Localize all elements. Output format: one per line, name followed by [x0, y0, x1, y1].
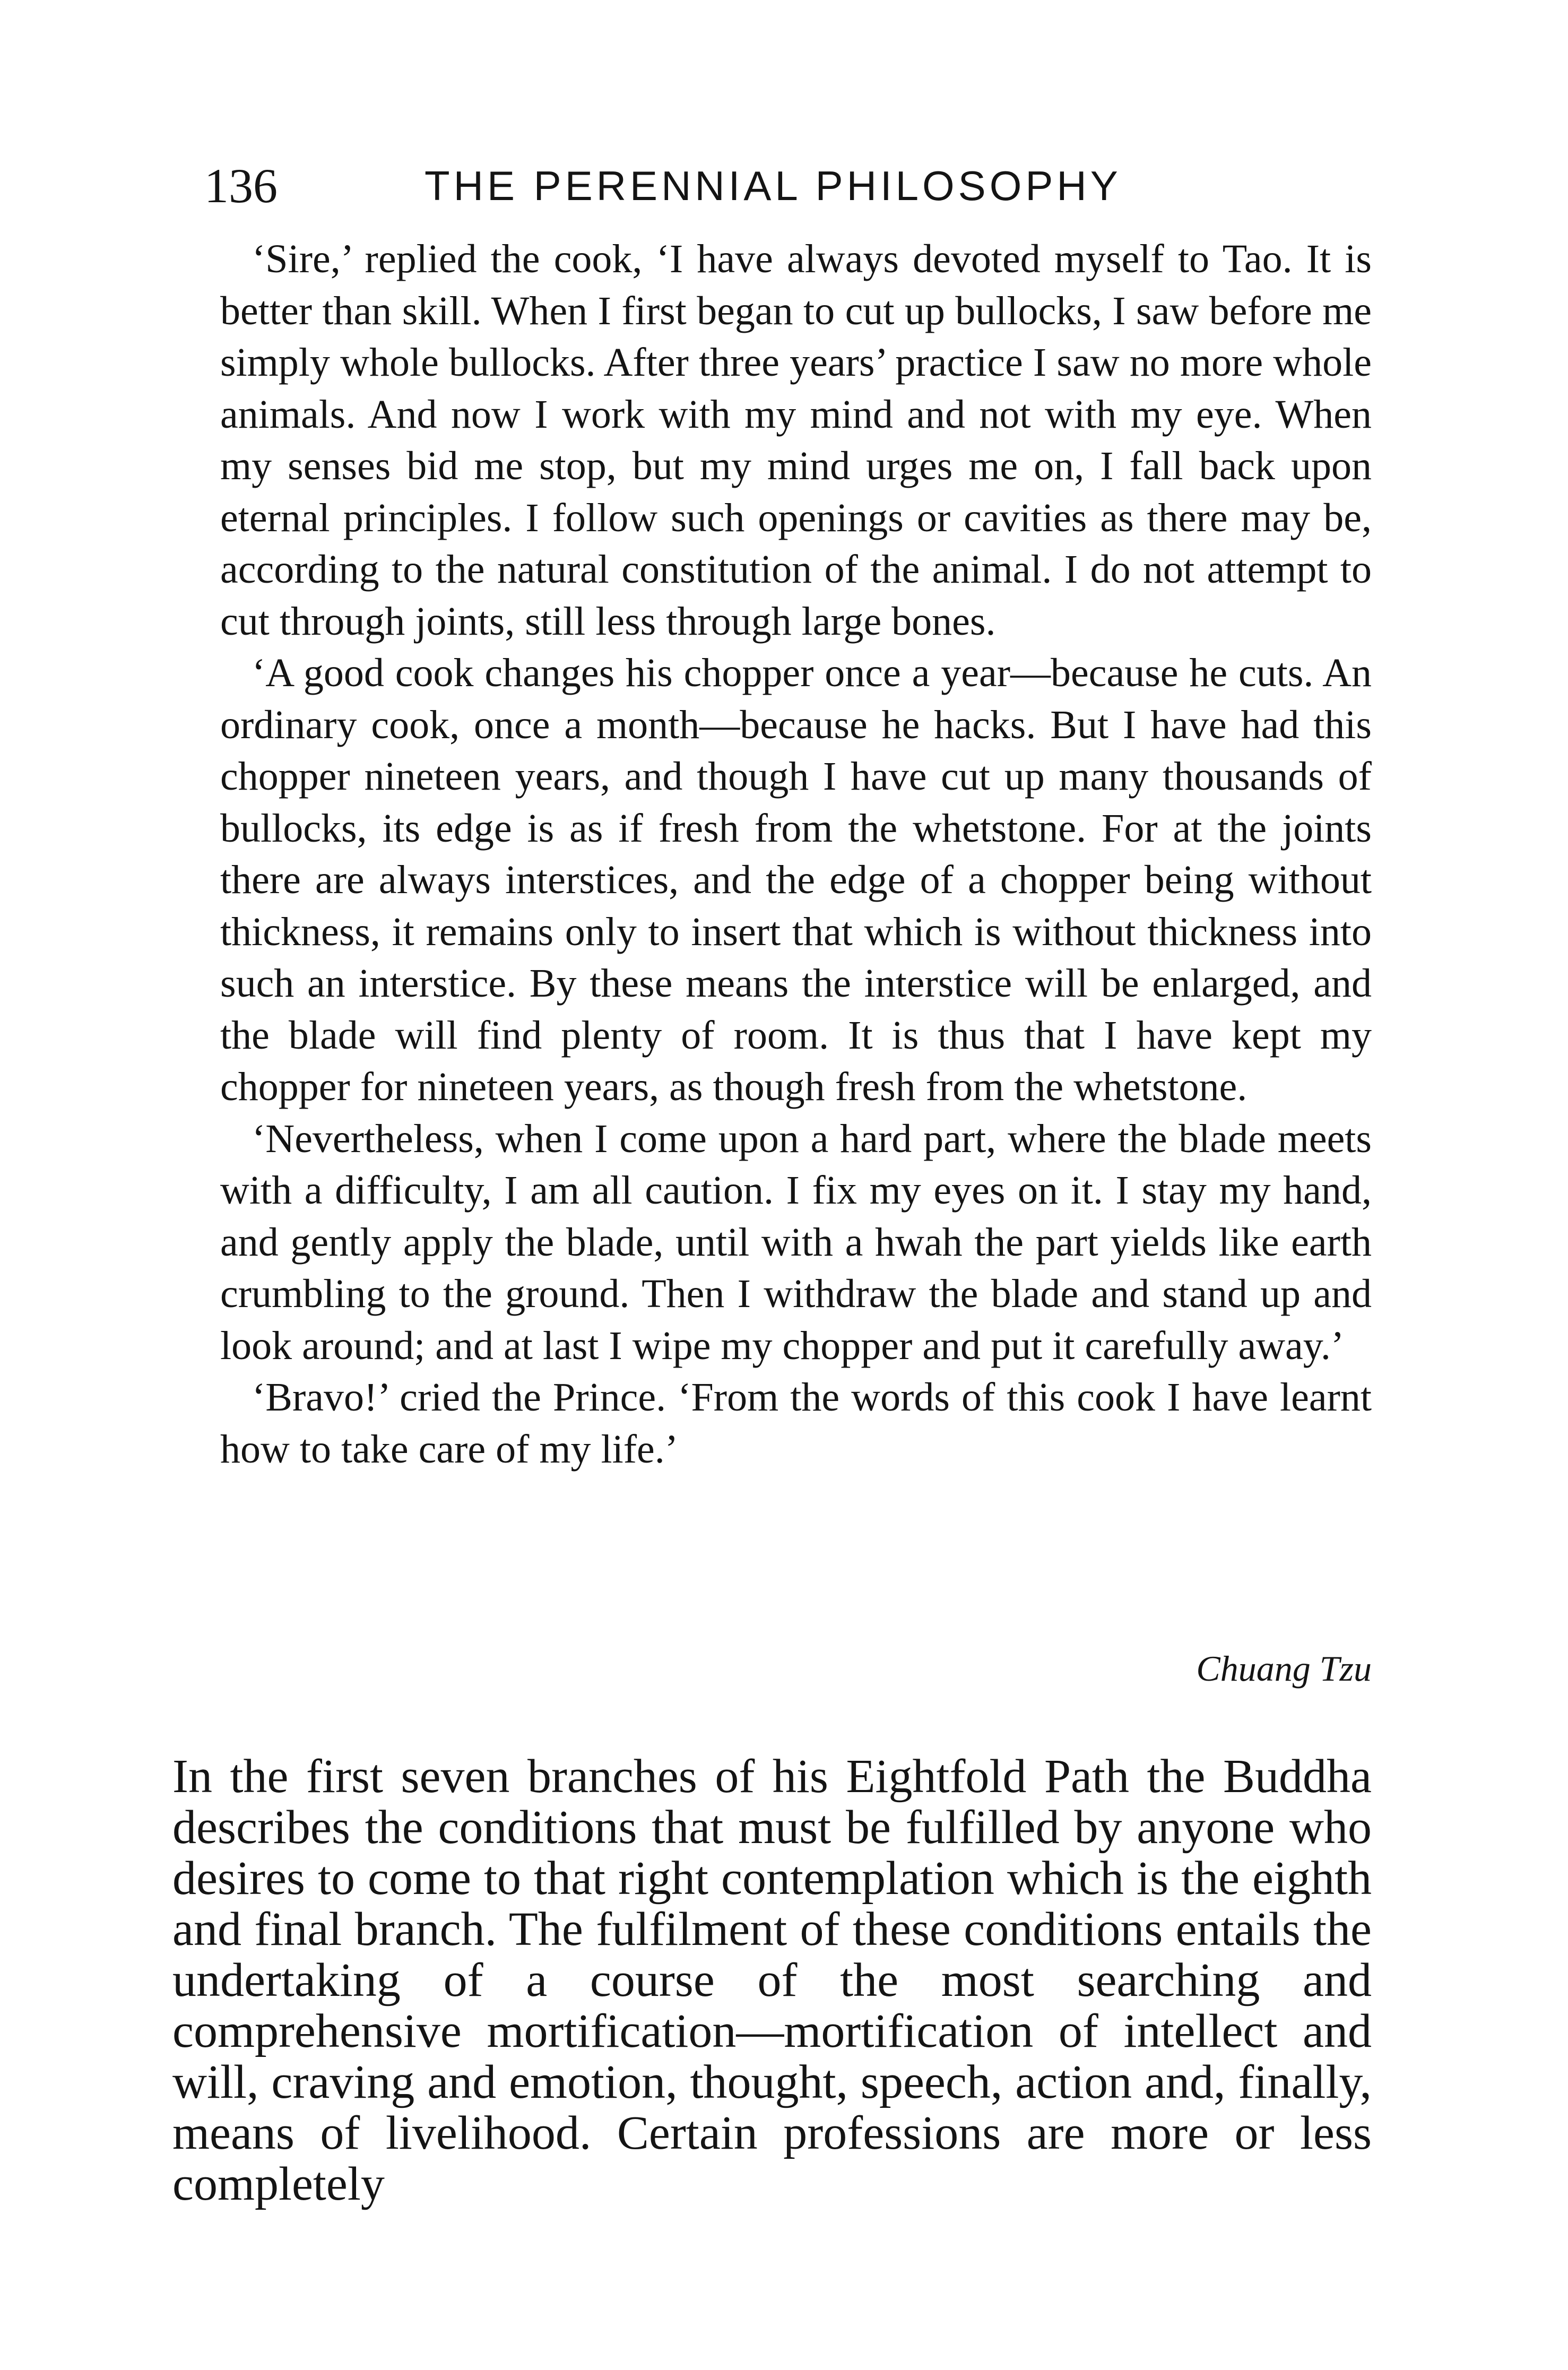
body-text [172, 1751, 1372, 2210]
running-title: THE PERENNIAL PHILOSOPHY [425, 162, 1122, 209]
quote-paragraph: ‘Sire,’ replied the cook, ‘I have always devoted myself to Tao. It is better than skill. When I first began to cut up bullocks, I saw before me simply whole bullocks. After three years’ practice I saw no more whole animals. And now I work with my mind and not with my eye. When my senses bid me stop, but my mind urges me on, I fall back upon eternal principles. I follow such openings or cavities as there may be, according to the natural constitution of the animal. I do not attempt to cut through joints, still less through large bones. [220, 237, 1372, 644]
quote-paragraph: ‘Bravo!’ cried the Prince. ‘From the words of this cook I have learnt how to take care of my life.’ [220, 1375, 1372, 1472]
body-paragraph: In the first seven branches of his Eightfold Path the Buddha describes the conditions that must be fulfilled by anyone who desires to come to that right contemplation which is the eighth and final branch. The fulfilment of these conditions entails the undertaking of a course of the most searching and comprehensive mortification—mortification of intellect and will, craving and emotion, thought, speech, action and, finally, means of livelihood. Certain professions are more or less completely [172, 1750, 1372, 2210]
quote-paragraph: ‘A good cook changes his chopper once a year—because he cuts. An ordinary cook, once a month—because he hacks. But I have had this chopper nineteen years, and though I have cut up many thousands of bullocks, its edge is as if fresh from the whetstone. For at the joints there are always interstices, and the edge of a chopper being without thickness, it remains only to insert that which is without thickness into such an interstice. By these means the interstice will be enlarged, and the blade will find plenty of room. It is thus that I have kept my chopper for nineteen years, as though fresh from the whetstone. [220, 651, 1372, 1109]
block-quote [220, 233, 1372, 1475]
quote-attribution: Chuang Tzu [1196, 1648, 1372, 1689]
page-header [204, 154, 1372, 218]
quote-paragraph: ‘Nevertheless, when I come upon a hard part, where the blade meets with a difficulty, I am all caution. I fix my eyes on it. I stay my hand, and gently apply the blade, until with a hwah the part yields like earth crumbling to the ground. Then I withdraw the blade and stand up and look around; and at last I wipe my chopper and put it carefully away.’ [220, 1116, 1372, 1368]
page-number: 136 [204, 159, 278, 213]
